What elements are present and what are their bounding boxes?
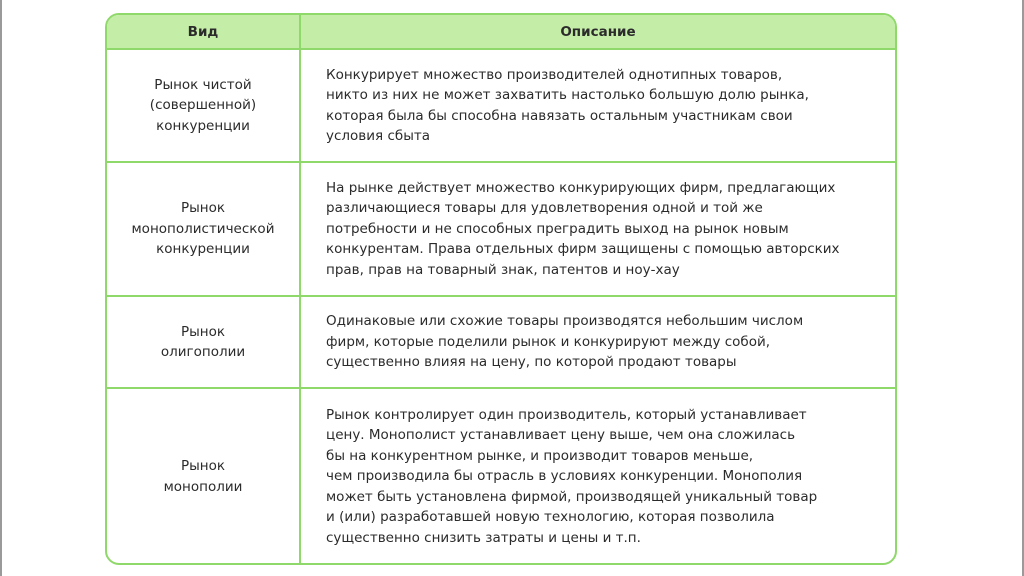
description-line: условия сбыта	[326, 128, 430, 144]
description-line: цену. Монополист устанавливает цену выше, чем она сложилась	[326, 427, 796, 444]
table-row	[107, 162, 895, 296]
description-line: существенно влияя на цену, по которой продают товары	[326, 354, 737, 371]
kind-line: (совершенной)	[149, 97, 257, 114]
description-line: прав, прав на товарный знак, патентов и ноу-хау	[326, 261, 680, 278]
kind-line: Рынок	[180, 458, 226, 474]
left-edge-divider	[0, 0, 2, 576]
description-line: существенно снизить затраты и цены и т.п.	[326, 529, 641, 546]
description-line: фирм, которые поделили рынок и конкурируют между собой,	[326, 333, 771, 350]
kind-line: конкуренции	[156, 117, 250, 134]
kind-line: Рынок	[180, 323, 226, 340]
table	[107, 15, 895, 564]
row-kind	[107, 388, 300, 564]
header-kind: Вид	[107, 15, 300, 49]
kind-line: монополии	[163, 478, 243, 495]
row-description	[300, 388, 895, 564]
row-kind	[107, 49, 300, 162]
kind-line: Рынок чистой	[154, 76, 252, 93]
kind-line: конкуренции	[156, 241, 250, 258]
description-line: Конкурирует множество производителей однотипных товаров,	[326, 66, 783, 83]
kind-line: олигополии	[160, 344, 246, 360]
description-line: бы на конкурентном рынке, и производит товаров меньше,	[326, 447, 754, 464]
description-line: потребности и не способных преградить выход на рынок новым	[326, 220, 789, 237]
description-line: никто из них не может захватить настолько большую долю рынка,	[326, 87, 809, 103]
row-kind	[107, 296, 300, 388]
table-row	[107, 49, 895, 162]
header-description: Описание	[300, 15, 895, 49]
kind-line: Рынок	[180, 200, 226, 217]
description-line: различающиеся товары для удовлетворения одной и той же	[326, 200, 763, 217]
row-description	[300, 162, 895, 296]
kind-line: монополистической	[131, 220, 275, 237]
market-types-table	[105, 13, 897, 565]
description-line: и (или) разработавшей новую технологию, которая позволила	[326, 509, 775, 526]
row-description	[300, 49, 895, 162]
row-kind	[107, 162, 300, 296]
description-line: которая была бы способна навязать остальным участникам свои	[326, 107, 793, 124]
description-line: Рынок контролирует один производитель, который устанавливает	[326, 406, 807, 423]
table-row	[107, 296, 895, 388]
row-description	[300, 296, 895, 388]
description-line: Одинаковые или схожие товары производятся небольшим числом	[326, 313, 804, 330]
table-row	[107, 388, 895, 564]
description-line: может быть установлена фирмой, производящей уникальный товар	[326, 488, 818, 505]
header-row	[107, 15, 895, 49]
description-line: На рынке действует множество конкурирующих фирм, предлагающих	[326, 179, 836, 196]
description-line: конкурентам. Права отдельных фирм защищены с помощью авторских	[326, 241, 840, 258]
description-line: чем производила бы отрасль в условиях конкуренции. Монополия	[326, 468, 803, 485]
